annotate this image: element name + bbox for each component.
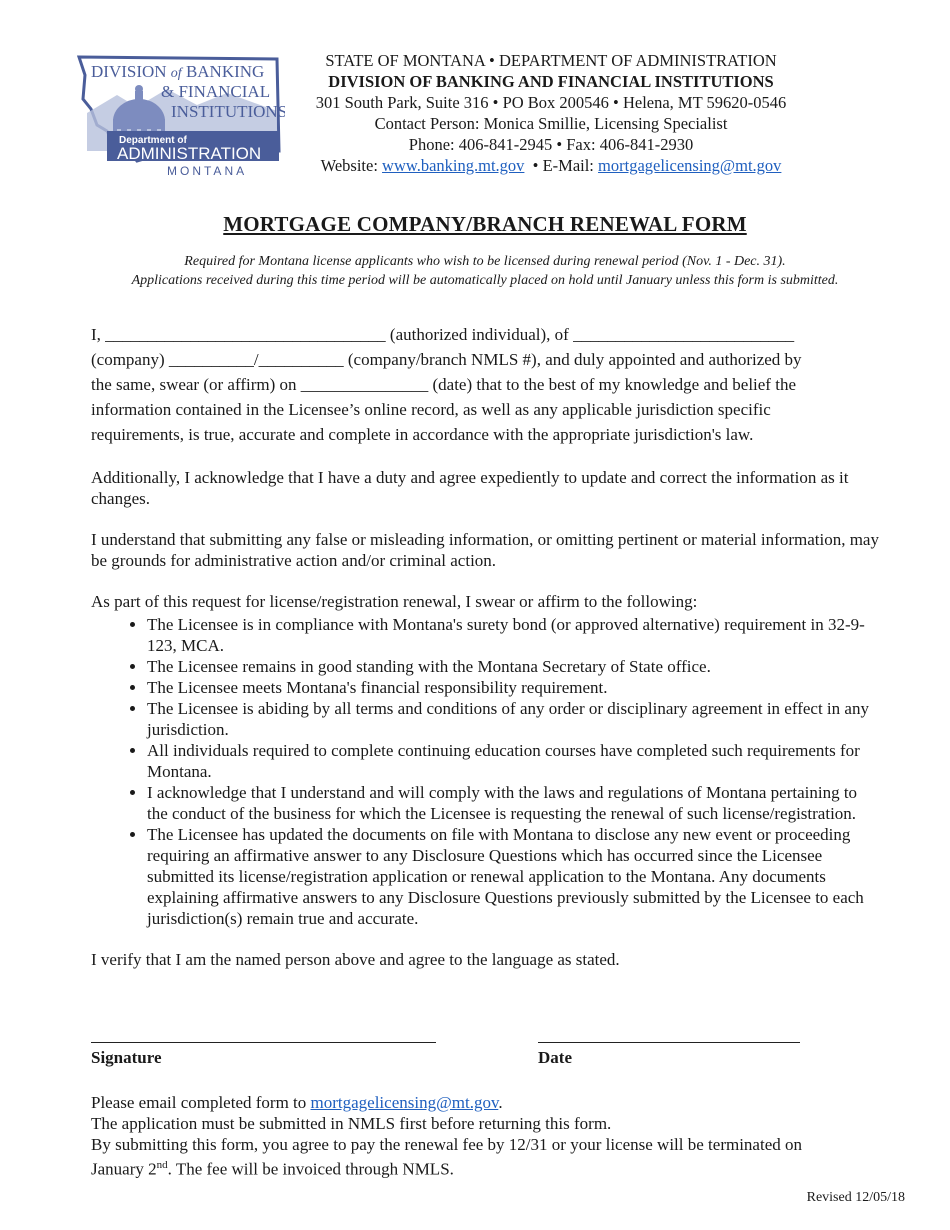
- logo-montana: MONTANA: [167, 164, 248, 178]
- list-item: • All individuals required to complete continuing education courses have completed such requirements for Montana.: [147, 740, 881, 782]
- logo-dept-of: Department of: [119, 135, 187, 146]
- logo-administration: ADMINISTRATION: [117, 144, 262, 163]
- acknowledge-paragraph: Additionally, I acknowledge that I have a duty and agree expediently to update and correct the information as it changes.: [91, 468, 849, 508]
- fee-date: January 2: [91, 1159, 157, 1179]
- signature-field-line[interactable]: [91, 1042, 436, 1043]
- attestation-paragraph: [91, 322, 881, 447]
- fee-invoice-note: . The fee will be invoiced through NMLS.: [167, 1159, 454, 1179]
- list-item: • The Licensee remains in good standing with the Montana Secretary of State office.: [147, 656, 881, 677]
- header-address: 301 South Park, Suite 316 • PO Box 200546 • Helena, MT 59620-0546: [315, 93, 787, 112]
- attestation-line: requirements, is true, accurate and complete in accordance with the appropriate jurisdiction's law.: [91, 425, 754, 444]
- signature-label: Signature: [91, 1048, 162, 1067]
- form-body: [91, 322, 881, 970]
- submission-instructions: [91, 1092, 891, 1180]
- signature-block: [91, 1030, 881, 1075]
- attestation-line: (company) __________/__________ (company/branch NMLS #), and duly appointed and authorized by: [91, 350, 802, 369]
- logo-text-line2: & FINANCIAL: [161, 82, 271, 101]
- header-contact-person: Contact Person: Monica Smillie, Licensing Specialist: [374, 114, 728, 133]
- form-title: MORTGAGE COMPANY/BRANCH RENEWAL FORM: [223, 212, 747, 236]
- header-web-email: [295, 155, 807, 176]
- email-instruction-prefix: Please email completed form to: [91, 1093, 311, 1112]
- logo-text-line3: INSTITUTIONS: [171, 102, 285, 121]
- date-label: Date: [538, 1048, 572, 1067]
- division-logo: [77, 55, 285, 179]
- logo-text-line1: DIVISION of BANKING: [91, 62, 265, 81]
- affirm-intro: As part of this request for license/registration renewal, I swear or affirm to the following:: [91, 592, 698, 611]
- website-link[interactable]: www.banking.mt.gov: [382, 156, 525, 175]
- attestation-line: information contained in the Licensee’s online record, as well as any applicable jurisdiction specific: [91, 400, 771, 419]
- attestation-line: I, _________________________________ (authorized individual), of __________________________: [91, 325, 795, 344]
- nmls-instruction: The application must be submitted in NMLS first before returning this form.: [91, 1114, 612, 1133]
- footer-email-link[interactable]: mortgagelicensing@mt.gov: [310, 1093, 499, 1112]
- list-item: • The Licensee meets Montana's financial responsibility requirement.: [147, 677, 881, 698]
- fee-date-suffix: nd: [156, 1159, 168, 1171]
- letterhead: [295, 50, 807, 176]
- false-info-paragraph: I understand that submitting any false or misleading information, or omitting pertinent or material information, may be grounds for administrative action and/or criminal action.: [91, 530, 879, 570]
- list-item: • I acknowledge that I understand and will comply with the laws and regulations of Montana pertaining to the conduct of the business for which the Licensee is requesting the renewal of such license/registration.: [147, 782, 881, 824]
- header-line-1: STATE OF MONTANA • DEPARTMENT OF ADMINISTRATION: [325, 51, 777, 70]
- attestation-line: the same, swear (or affirm) on _______________ (date) that to the best of my knowledge and belief the: [91, 375, 796, 394]
- header-division-name: DIVISION OF BANKING AND FINANCIAL INSTITUTIONS: [328, 72, 774, 91]
- list-item: • The Licensee has updated the documents on file with Montana to disclose any new event or proceeding requiring an affirmative answer to any Disclosure Questions which has occurred since the Licensee submitted its license/registration application or renewal application to the Montana. Any documents explaining affirmative answers to any Disclosure Questions previously submitted by the Licensee to each jurisdiction(s) remain true and accurate.: [147, 824, 881, 929]
- date-field-line[interactable]: [538, 1042, 800, 1043]
- list-item: • The Licensee is in compliance with Montana's surety bond (or approved alternative) requirement in 32-9-123, MCA.: [147, 614, 881, 656]
- list-item: • The Licensee is abiding by all terms and conditions of any order or disciplinary agreement in effect in any jurisdiction.: [147, 698, 881, 740]
- email-instruction: [91, 1092, 891, 1113]
- header-email-link[interactable]: mortgagelicensing@mt.gov: [598, 156, 782, 175]
- email-label: • E-Mail:: [524, 156, 599, 175]
- subtitle-line-2: Applications received during this time period will be automatically placed on hold until January unless this form is submitted.: [131, 273, 839, 288]
- fee-instruction: By submitting this form, you agree to pay the renewal fee by 12/31 or your license will be terminated on: [91, 1135, 802, 1154]
- verify-statement: I verify that I am the named person above and agree to the language as stated.: [91, 950, 620, 969]
- affirmation-list: [91, 614, 881, 929]
- email-instruction-suffix: .: [498, 1093, 503, 1112]
- revision-date: Revised 12/05/18: [806, 1190, 905, 1205]
- header-phone-fax: Phone: 406-841-2945 • Fax: 406-841-2930: [408, 135, 694, 154]
- website-label: Website:: [320, 156, 383, 175]
- fee-instruction-cont: [91, 1155, 891, 1180]
- form-subtitle: [0, 252, 950, 290]
- logo-graphic: [77, 55, 285, 179]
- subtitle-line-1: Required for Montana license applicants who wish to be licensed during renewal period (Nov. 1 - Dec. 31).: [184, 254, 786, 269]
